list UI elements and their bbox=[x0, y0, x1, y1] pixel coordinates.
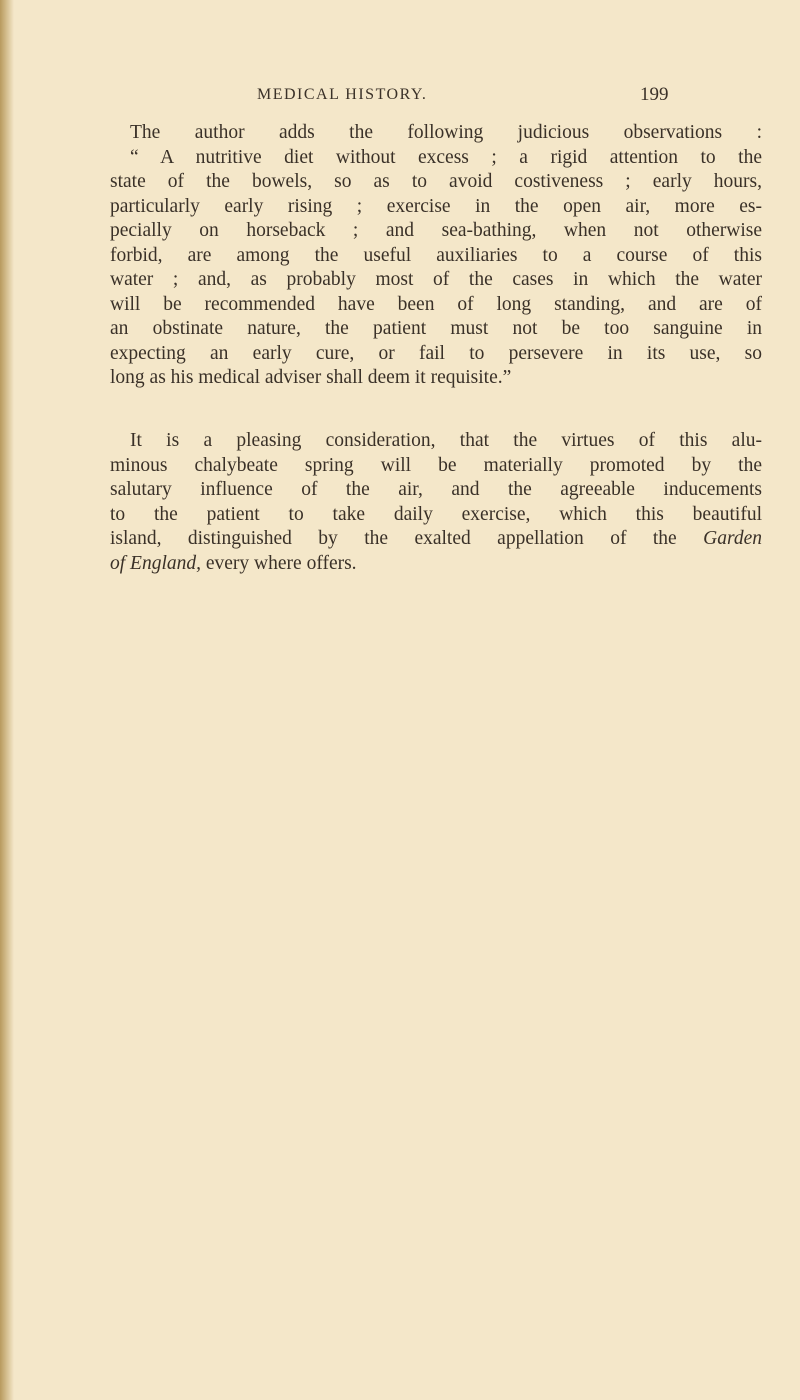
text-line: salutary influence of the air, and the agreeable inducements bbox=[110, 479, 762, 500]
page-number: 199 bbox=[640, 84, 669, 105]
book-binding-edge bbox=[0, 0, 14, 1400]
text-line: water ; and, as probably most of the cases in which the water bbox=[110, 269, 762, 290]
text-line: particularly early rising ; exercise in the open air, more es- bbox=[110, 195, 762, 217]
text-segment: every where offers. bbox=[201, 552, 357, 574]
paragraph-1 bbox=[110, 121, 762, 391]
text-line: forbid, are among the useful auxiliaries to a course of this bbox=[110, 244, 762, 266]
italic-text: Garden bbox=[703, 528, 762, 549]
text-line: an obstinate nature, the patient must not be too sanguine in bbox=[110, 318, 762, 339]
text-line: expecting an early cure, or fail to persevere in its use, so bbox=[110, 342, 762, 364]
text-line: The author adds the following judicious observations : bbox=[130, 122, 762, 143]
italic-text: of England, bbox=[110, 552, 201, 574]
text-line: It is a pleasing consideration, that the virtues of this alu- bbox=[130, 430, 762, 451]
text-line-with-italic bbox=[110, 527, 762, 552]
text-line: “ A nutritive diet without excess ; a rigid attention to the bbox=[130, 146, 762, 168]
page-header bbox=[0, 86, 800, 110]
running-title: MEDICAL HISTORY. bbox=[257, 86, 428, 103]
text-line: will be recommended have been of long standing, and are of bbox=[110, 293, 762, 315]
text-line: minous chalybeate spring will be materially promoted by the bbox=[110, 454, 762, 476]
text-line: long as his medical adviser shall deem it requisite.” bbox=[110, 367, 512, 388]
paragraph-2 bbox=[110, 429, 762, 576]
text-line bbox=[110, 552, 762, 577]
text-line: to the patient to take daily exercise, which this beautiful bbox=[110, 503, 762, 525]
text-segment: island, distinguished by the exalted appellation of the bbox=[110, 528, 677, 549]
text-line: pecially on horseback ; and sea-bathing, when not otherwise bbox=[110, 220, 762, 241]
text-line: state of the bowels, so as to avoid costiveness ; early hours, bbox=[110, 171, 762, 192]
